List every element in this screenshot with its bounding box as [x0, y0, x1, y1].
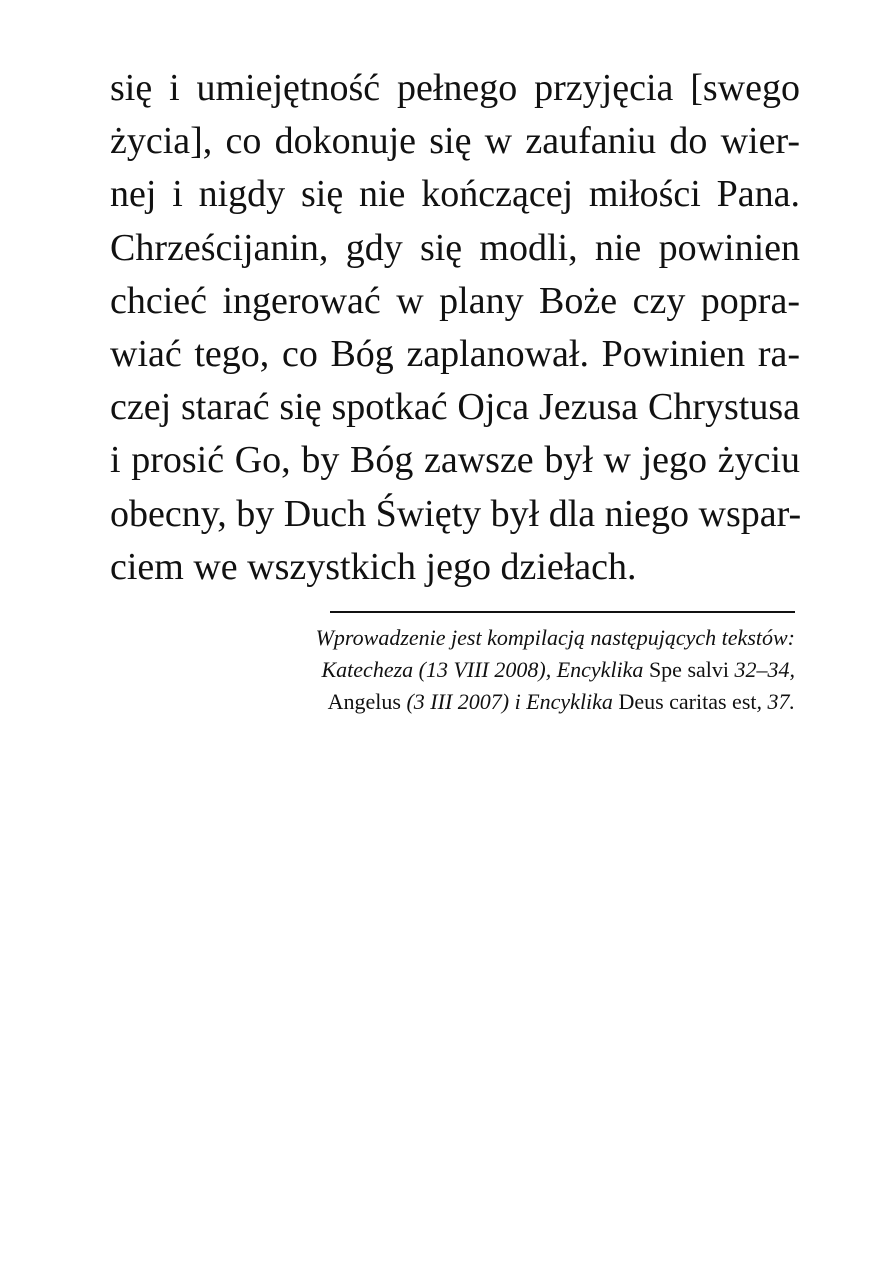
source-note-line-3 [250, 686, 795, 718]
work-title-deus-caritas-est: Deus caritas est [618, 689, 757, 714]
paragraph-line-1: się i umiejętność pełnego przyjęcia [swego [110, 67, 800, 109]
work-title-spe-salvi: Spe salvi [648, 657, 729, 682]
paragraph-line-7: czej starać się spotkać Ojca Jezusa Chrystusa [110, 386, 800, 429]
paragraph-line-2: życia], co dokonuje się w zaufaniu do wier- [110, 120, 800, 163]
paragraph-line-3: nej i nigdy się nie kończącej miłości Pana. [110, 173, 800, 216]
source-note-line-1: Wprowadzenie jest kompilacją następujących tekstów: [315, 625, 795, 650]
paragraph-line-6: wiać tego, co Bóg zaplanował. Powinien ra- [110, 333, 800, 376]
source-note [250, 622, 795, 718]
paragraph-line-4: Chrześcijanin, gdy się modli, nie powinien [110, 226, 800, 269]
paragraph-line-5: chcieć ingerować w plany Boże czy popra- [110, 279, 800, 322]
footnote-divider [330, 611, 795, 613]
main-paragraph [110, 62, 800, 594]
source-note-text: (3 III 2007) i Encyklika [400, 689, 619, 714]
paragraph-line-8: i prosić Go, by Bóg zawsze był w jego życiu [110, 439, 800, 482]
paragraph-line-10: ciem we wszystkich jego dziełach. [110, 545, 637, 588]
work-title-angelus: Angelus [327, 689, 401, 714]
source-note-text: Katecheza (13 VIII 2008), Encyklika [321, 657, 649, 682]
paragraph-line-9: obecny, by Duch Święty był dla niego wspar- [110, 492, 802, 535]
source-note-text: 32–34, [729, 657, 795, 682]
source-note-line-2 [250, 654, 795, 686]
source-note-text: , 37. [756, 689, 795, 714]
